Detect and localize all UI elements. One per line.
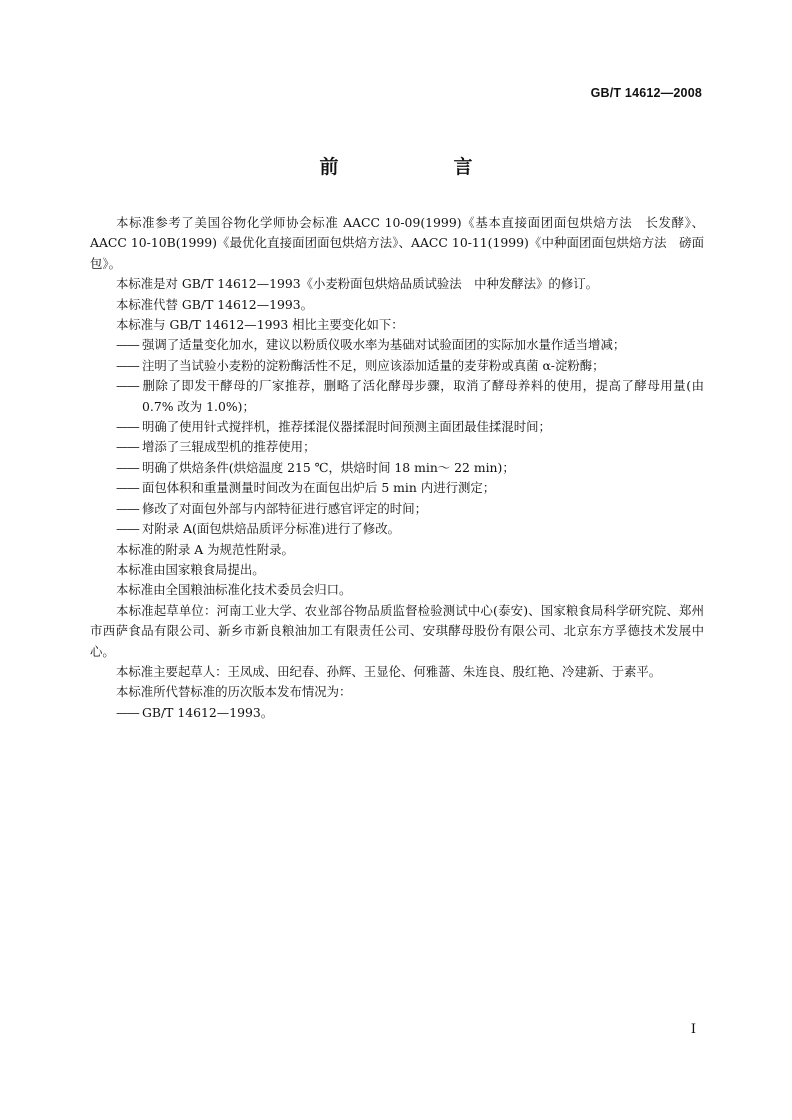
change-item <box>90 437 704 457</box>
history-text: GB/T 14612—1993。 <box>142 704 274 720</box>
dash-marker: —— <box>116 521 139 537</box>
change-text: 强调了适量变化加水，建议以粉质仪吸水率为基础对试验面团的实际加水量作适当增减； <box>142 337 626 353</box>
paragraph-proposer: 本标准由国家粮食局提出。 <box>116 561 265 577</box>
dash-marker: —— <box>116 357 139 373</box>
change-text: 注明了当试验小麦粉的淀粉酶活性不足，则应该添加适量的麦芽粉或真菌 α-淀粉酶； <box>142 357 605 373</box>
dash-marker: —— <box>116 337 139 353</box>
paragraph-changes-intro: 本标准与 GB/T 14612—1993 相比主要变化如下： <box>116 317 404 333</box>
change-item <box>90 417 704 437</box>
dash-marker: —— <box>116 459 139 475</box>
dash-marker: —— <box>116 378 139 394</box>
change-text: 明确了烘焙条件(烘焙温度 215 ℃，烘焙时间 18 min～ 22 min)； <box>142 459 515 475</box>
change-item <box>90 478 704 498</box>
dash-marker: —— <box>116 419 139 435</box>
history-item <box>90 703 704 723</box>
dash-marker: —— <box>116 439 139 455</box>
paragraph-annex: 本标准的附录 A 为规范性附录。 <box>116 541 294 557</box>
header-code: GB/T 14612—2008 <box>590 86 702 100</box>
change-item <box>90 519 704 539</box>
dash-marker: —— <box>116 500 139 516</box>
page-number: I <box>690 1022 696 1037</box>
paragraph-drafters: 本标准主要起草人：王凤成、田纪春、孙辉、王显伦、何雅蔷、朱连良、殷红艳、冷建新、于素平。 <box>116 663 662 679</box>
paragraph-history-intro: 本标准所代替标准的历次版本发布情况为： <box>116 684 352 700</box>
change-text: 增添了三辊成型机的推荐使用； <box>142 439 316 455</box>
change-item <box>90 458 704 478</box>
change-text: 明确了使用针式搅拌机，推荐揉混仪器揉混时间预测主面团最佳揉混时间； <box>142 419 551 435</box>
dash-marker: —— <box>116 480 139 496</box>
change-item <box>90 356 704 376</box>
paragraph-drafting-units: 本标准起草单位：河南工业大学、农业部谷物品质监督检验测试中心(泰安)、国家粮食局科学研究院、郑州市西萨食品有限公司、新乡市新良粮油加工有限责任公司、安琪酵母股份有限公司、北京东方孚德技术发展中心。 <box>90 602 704 659</box>
paragraph-committee: 本标准由全国粮油标准化技术委员会归口。 <box>116 582 352 598</box>
change-text: 修改了对面包外部与内部特征进行感官评定的时间； <box>142 500 427 516</box>
change-item <box>90 376 704 417</box>
page-title: 前 言 <box>319 156 521 178</box>
change-text: 删除了即发干酵母的厂家推荐，删略了活化酵母步骤，取消了酵母养料的使用，提高了酵母用量(由 0.7% 改为 1.0%)； <box>142 378 704 414</box>
document-body <box>90 213 704 723</box>
paragraph-references: 本标准参考了美国谷物化学师协会标准 AACC 10-09(1999)《基本直接面团面包烘焙方法 长发酵》、AACC 10-10B(1999)《最优化直接面团面包烘焙方法》、AACC 10-11(1999)《中种面团面包烘焙方法 磅面包》。 <box>90 215 704 271</box>
change-item <box>90 335 704 355</box>
change-text: 对附录 A(面包烘焙品质评分标准)进行了修改。 <box>142 521 400 537</box>
paragraph-replaces: 本标准代替 GB/T 14612—1993。 <box>116 296 314 312</box>
change-text: 面包体积和重量测量时间改为在面包出炉后 5 min 内进行测定； <box>142 480 496 496</box>
dash-marker: —— <box>116 704 139 720</box>
paragraph-revision: 本标准是对 GB/T 14612—1993《小麦粉面包烘焙品质试验法 中种发酵法》的修订。 <box>116 276 598 292</box>
change-item <box>90 499 704 519</box>
